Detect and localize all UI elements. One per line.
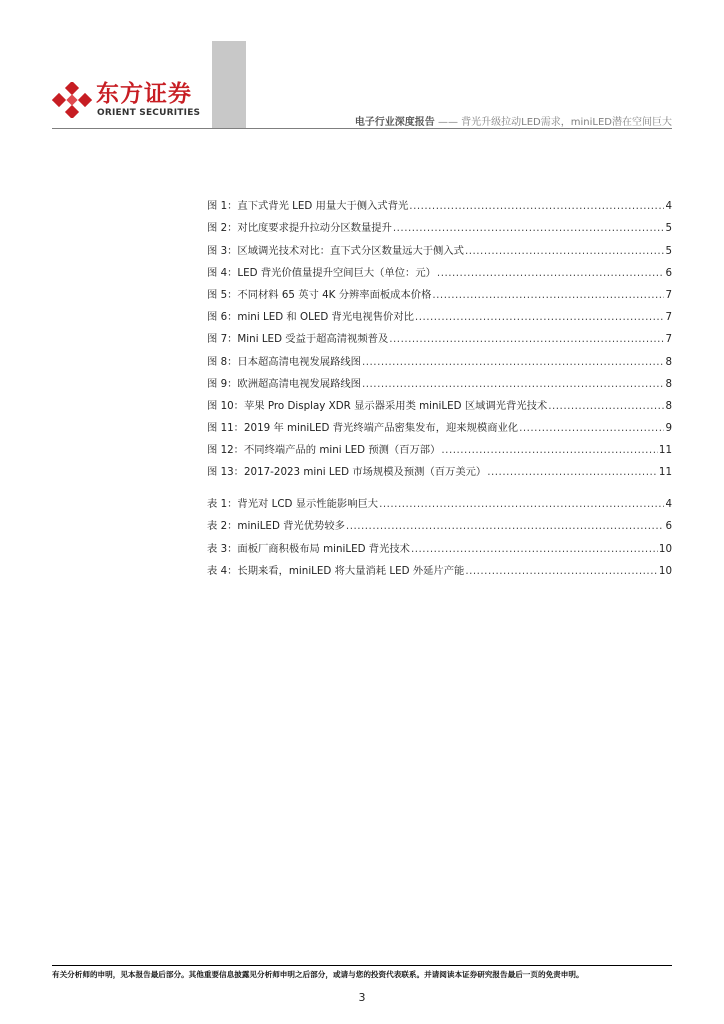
toc-leader: [379, 498, 664, 510]
logo-chinese-name: 东方证券: [96, 81, 192, 107]
toc-leader: [487, 466, 658, 478]
toc-page: 7: [665, 288, 672, 301]
toc-page: 5: [665, 244, 672, 257]
toc-entry-figure-3[interactable]: [207, 234, 672, 256]
footer-disclaimer: 有关分析师的申明，见本报告最后部分。其他重要信息披露见分析师申明之后部分，或请与您的投资代表联系。并请阅读本证券研究报告最后一页的免责申明。: [52, 970, 584, 979]
report-type: 电子行业深度报告: [354, 117, 435, 128]
toc-label: 图 9：欧洲超高清电视发展路线图: [207, 377, 361, 390]
toc-page: 11: [658, 444, 672, 457]
toc-leader: [465, 565, 658, 577]
toc-page: 11: [658, 466, 672, 479]
toc-label: 图 6：mini LED 和 OLED 背光电视售价对比: [207, 311, 414, 324]
toc-entry-figure-10[interactable]: [207, 390, 672, 412]
toc-page: 10: [658, 542, 672, 555]
toc-page: 6: [665, 266, 672, 279]
toc-leader: [548, 400, 664, 412]
toc-page: 6: [665, 520, 672, 533]
toc-page: 8: [665, 355, 672, 368]
toc-entry-table-1[interactable]: [207, 488, 672, 510]
toc-leader: [437, 267, 665, 279]
toc-leader: [415, 311, 665, 323]
toc-entry-figure-11[interactable]: [207, 412, 672, 434]
toc-leader: [411, 543, 658, 555]
toc-entry-figure-5[interactable]: [207, 279, 672, 301]
toc-entry-figure-13[interactable]: [207, 456, 672, 478]
toc-leader: [519, 422, 664, 434]
toc-label: 表 4：长期来看，miniLED 将大量消耗 LED 外延片产能: [207, 564, 465, 577]
toc-page: 4: [665, 200, 672, 213]
toc-entry-figure-1[interactable]: [207, 190, 672, 212]
toc-leader: [409, 200, 664, 212]
footer-divider: [52, 965, 672, 966]
toc-label: 图 5：不同材料 65 英寸 4K 分辨率面板成本价格: [207, 288, 432, 301]
toc-leader: [441, 444, 657, 456]
toc-page: 10: [658, 564, 672, 577]
toc-entry-table-2[interactable]: [207, 510, 672, 532]
report-subtitle: —— 背光升级拉动LED需求，miniLED潜在空间巨大: [434, 117, 672, 128]
toc-label: 表 3：面板厂商积极布局 miniLED 背光技术: [207, 542, 410, 555]
header-gray-bar: [212, 41, 246, 128]
report-header-title: [355, 113, 672, 128]
orient-securities-logo: [52, 80, 212, 120]
toc-page: 8: [665, 399, 672, 412]
toc-label: 图 11：2019 年 miniLED 背光终端产品密集发布，迎来规模商业化: [207, 422, 519, 435]
toc-entry-table-3[interactable]: [207, 532, 672, 554]
toc-label: 图 4：LED 背光价值量提升空间巨大（单位：元）: [207, 266, 436, 279]
toc-entry-figure-6[interactable]: [207, 301, 672, 323]
figure-list: [207, 190, 672, 478]
toc-label: 图 2：对比度要求提升拉动分区数量提升: [207, 222, 392, 235]
toc-leader: [432, 289, 664, 301]
toc-page: 4: [665, 498, 672, 511]
orient-logo-icon: [52, 82, 92, 118]
toc-label: 图 10：苹果 Pro Display XDR 显示器采用类 miniLED 区域调光背光技术: [207, 399, 548, 412]
toc-page: 7: [665, 333, 672, 346]
header-divider: [52, 128, 672, 129]
toc-leader: [393, 222, 665, 234]
toc-entry-table-4[interactable]: [207, 555, 672, 577]
toc-leader: [346, 520, 665, 532]
toc-label: 图 1：直下式背光 LED 用量大于侧入式背光: [207, 200, 409, 213]
toc-page: 8: [665, 377, 672, 390]
toc-entry-figure-9[interactable]: [207, 368, 672, 390]
logo-english-name: ORIENT SECURITIES: [97, 108, 201, 118]
toc-label: 表 1：背光对 LCD 显示性能影响巨大: [207, 498, 379, 511]
toc-leader: [362, 356, 664, 368]
toc-entry-figure-7[interactable]: [207, 323, 672, 345]
toc-label: 图 12：不同终端产品的 mini LED 预测（百万部）: [207, 444, 441, 457]
toc-page: 9: [665, 422, 672, 435]
table-list: [207, 488, 672, 577]
toc-label: 表 2：miniLED 背光优势较多: [207, 520, 345, 533]
toc-label: 图 8：日本超高清电视发展路线图: [207, 355, 361, 368]
toc-entry-figure-12[interactable]: [207, 434, 672, 456]
toc-leader: [362, 378, 664, 390]
toc-leader: [465, 245, 664, 257]
toc-leader: [389, 333, 664, 345]
toc-entry-figure-2[interactable]: [207, 212, 672, 234]
toc-label: 图 13：2017-2023 mini LED 市场规模及预测（百万美元）: [207, 466, 487, 479]
toc-label: 图 7：Mini LED 受益于超高清视频普及: [207, 333, 389, 346]
toc-entry-figure-8[interactable]: [207, 345, 672, 367]
toc-page: 7: [665, 311, 672, 324]
toc-label: 图 3：区域调光技术对比：直下式分区数量远大于侧入式: [207, 244, 464, 257]
page-number: 3: [358, 991, 366, 1004]
toc-page: 5: [665, 222, 672, 235]
toc-entry-figure-4[interactable]: [207, 257, 672, 279]
